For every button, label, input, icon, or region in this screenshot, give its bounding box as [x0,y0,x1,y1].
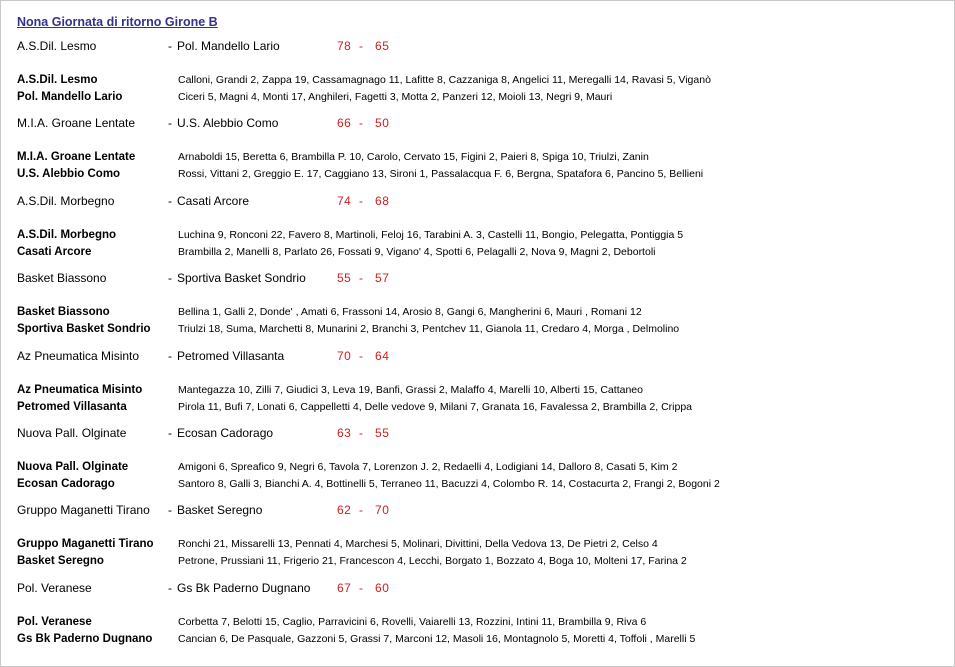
home-scorers: Arnaboldi 15, Beretta 6, Brambilla P. 10, Carolo, Cervato 15, Figini 2, Paieri 8, Spiga 10, Triulzi, Zanin [178,151,649,164]
away-scorers-row [17,553,937,570]
home-team: Basket Biassono [17,271,107,286]
away-team-bold: Sportiva Basket Sondrio [17,323,151,336]
away-scorers: Petrone, Prussiani 11, Frigerio 21, Francescon 4, Lecchi, Borgato 1, Bozzato 4, Boga 10, Molteni 17, Farina 2 [178,555,687,568]
away-scorers-row [17,166,937,183]
away-team-bold: U.S. Alebbio Como [17,168,121,181]
match-block [17,425,937,493]
match-block [17,580,937,648]
home-team: A.S.Dil. Lesmo [17,39,97,53]
away-team: Casati Arcore [177,193,250,208]
home-scorers: Luchina 9, Ronconi 22, Favero 8, Martinoli, Feloj 16, Tarabini A. 3, Castelli 11, Bongio, Pelegatta, Pontiggia 5 [178,228,684,241]
team-separator: - [168,271,172,286]
home-scorers-row [17,227,937,244]
team-separator: - [168,116,172,131]
team-separator: - [168,39,172,53]
away-scorers-row [17,321,937,338]
match-score: 62 - 70 [337,503,390,518]
spacer [17,131,937,149]
team-separator: - [168,580,172,595]
away-team: Basket Seregno [177,503,263,518]
away-team-bold: Gs Bk Paderno Dugnano [17,632,153,645]
team-separator: - [168,193,172,208]
away-team-bold: Casati Arcore [17,245,92,258]
home-team: Nuova Pall. Olginate [17,426,127,440]
home-team-bold: Gruppo Maganetti Tirano [17,538,154,551]
away-team-bold: Ecosan Cadorago [17,478,115,490]
spacer [17,364,937,382]
match-block [17,270,937,338]
home-team-bold: Pol. Veranese [17,615,92,628]
team-separator: - [168,426,172,440]
home-scorers: Corbetta 7, Belotti 15, Caglio, Parravicini 6, Rovelli, Vaiarelli 13, Rozzini, Intini 11, Brambilla 9, Riva 6 [178,615,647,628]
away-scorers: Rossi, Vittani 2, Greggio E. 17, Caggiano 13, Sironi 1, Passalacqua F. 6, Bergna, Spatafora 6, Pancino 5, Bellieni [178,168,704,181]
match-result-row [17,270,937,286]
match-result-row [17,115,937,131]
spacer [17,54,937,72]
away-scorers: Pirola 11, Bufi 7, Lonati 6, Cappelletti 4, Delle vedove 9, Milani 7, Granata 16, Favalessa 2, Brambilla 2, Crippa [178,400,692,413]
away-scorers: Ciceri 5, Magni 4, Monti 17, Anghileri, Fagetti 3, Motta 2, Panzeri 12, Moioli 13, Negri 9, Mauri [178,91,613,103]
match-score: 78 - 65 [337,39,390,53]
away-scorers-row [17,476,937,493]
away-team: U.S. Alebbio Como [177,116,279,131]
home-scorers-row [17,382,937,399]
spacer [17,518,937,536]
home-team-bold: Az Pneumatica Misinto [17,383,143,396]
spacer [17,209,937,227]
home-scorers-row [17,536,937,553]
home-scorers-row [17,72,937,89]
home-scorers: Bellina 1, Galli 2, Donde' , Amati 6, Frassoni 14, Arosio 8, Gangi 6, Mangherini 6, Mauri , Romani 12 [178,306,642,319]
home-team: Pol. Veranese [17,580,92,595]
away-scorers-row [17,89,937,106]
away-scorers-row [17,631,937,648]
home-team: M.I.A. Groane Lentate [17,116,136,131]
page-title: Nona Giornata di ritorno Girone B [17,15,218,29]
match-block [17,502,937,570]
away-team: Sportiva Basket Sondrio [177,271,306,286]
home-team-bold: Basket Biassono [17,306,110,319]
home-team-bold: A.S.Dil. Lesmo [17,74,98,86]
away-team-bold: Petromed Villasanta [17,400,127,413]
away-team: Pol. Mandello Lario [177,39,280,53]
away-scorers-row [17,244,937,261]
match-result-row [17,580,937,596]
away-scorers: Santoro 8, Galli 3, Bianchi A. 4, Bottinelli 5, Terraneo 11, Bacuzzi 4, Colombo R. 14, Costacurta 2, Frangi 2, Bogoni 2 [178,478,720,490]
away-team: Ecosan Cadorago [177,426,274,440]
match-block [17,115,937,183]
away-scorers-row [17,399,937,416]
away-team: Petromed Villasanta [177,348,285,363]
home-team-bold: A.S.Dil. Morbegno [17,228,117,241]
team-separator: - [168,348,172,363]
match-result-row [17,425,937,441]
away-team: Gs Bk Paderno Dugnano [177,580,311,595]
match-score: 55 - 57 [337,271,390,286]
match-result-row [17,193,937,209]
match-result-row [17,502,937,518]
home-team: Az Pneumatica Misinto [17,348,140,363]
home-scorers-row [17,149,937,166]
away-scorers: Brambilla 2, Manelli 8, Parlato 26, Fossati 9, Vigano' 4, Spotti 6, Pelagalli 2, Nova 9, Magni 2, Debortoli [178,245,656,258]
home-scorers: Ronchi 21, Missarelli 13, Pennati 4, Marchesi 5, Molinari, Divittini, Della Vedova 13, De Pietri 2, Celso 4 [178,538,658,551]
match-result-row [17,348,937,364]
home-scorers: Amigoni 6, Spreafico 9, Negri 6, Tavola 7, Lorenzon J. 2, Redaelli 4, Lodigiani 14, Dalloro 8, Casati 5, Kim 2 [178,461,678,473]
match-score: 70 - 64 [337,348,390,363]
match-block [17,193,937,261]
home-team-bold: Nuova Pall. Olginate [17,461,129,473]
away-team-bold: Basket Seregno [17,555,104,568]
away-team-bold: Pol. Mandello Lario [17,91,123,103]
away-scorers: Triulzi 18, Suma, Marchetti 8, Munarini 2, Branchi 3, Pentchev 11, Gianola 11, Credaro 4, Morga , Delmolino [178,323,680,336]
home-scorers-row [17,304,937,321]
spacer [17,596,937,614]
home-scorers-row [17,614,937,631]
match-score: 66 - 50 [337,116,390,131]
home-team: A.S.Dil. Morbegno [17,193,115,208]
home-scorers: Calloni, Grandi 2, Zappa 19, Cassamagnago 11, Lafitte 8, Cazzaniga 8, Angelici 11, Meregalli 14, Ravasi 5, Viganò [178,74,711,86]
away-scorers: Cancian 6, De Pasquale, Gazzoni 5, Grassi 7, Marconi 12, Masoli 16, Montagnolo 5, Moretti 4, Toffoli , Marelli 5 [178,632,696,645]
match-block [17,38,937,106]
home-scorers: Mantegazza 10, Zilli 7, Giudici 3, Leva 19, Banfi, Grassi 2, Malaffo 4, Marelli 10, Alberti 15, Cattaneo [178,383,643,396]
match-score: 63 - 55 [337,426,390,440]
home-team: Gruppo Maganetti Tirano [17,503,150,518]
match-score: 74 - 68 [337,193,390,208]
team-separator: - [168,503,172,518]
home-scorers-row [17,459,937,476]
match-score: 67 - 60 [337,580,390,595]
spacer [17,441,937,459]
spacer [17,286,937,304]
match-result-row [17,38,937,54]
home-team-bold: M.I.A. Groane Lentate [17,151,136,164]
match-block [17,348,937,416]
